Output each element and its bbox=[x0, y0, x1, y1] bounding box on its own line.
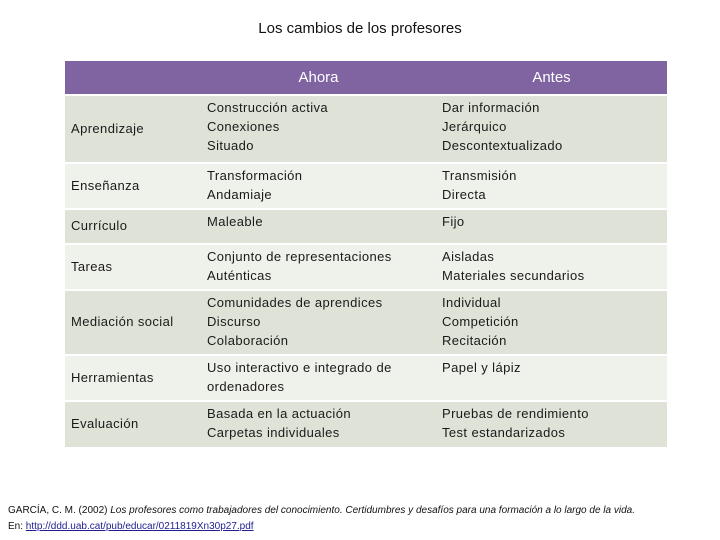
row-label: Tareas bbox=[65, 244, 201, 290]
table-row bbox=[65, 401, 667, 447]
cell-ahora bbox=[201, 244, 436, 290]
cell-line: Pruebas de rendimiento bbox=[442, 406, 589, 421]
comparison-table bbox=[65, 61, 667, 447]
cell-line: Jerárquico bbox=[442, 119, 507, 134]
row-label: Evaluación bbox=[65, 401, 201, 447]
table-row bbox=[65, 95, 667, 163]
cell-line: Conexiones bbox=[207, 119, 280, 134]
row-label: Enseñanza bbox=[65, 163, 201, 209]
cell-antes bbox=[436, 244, 667, 290]
cell-line: Construcción activa bbox=[207, 100, 329, 115]
row-label: Currículo bbox=[65, 209, 201, 244]
cell-antes bbox=[436, 401, 667, 447]
cell-line: Test estandarizados bbox=[442, 425, 566, 440]
cell-line: Colaboración bbox=[207, 333, 289, 348]
cell-ahora bbox=[201, 95, 436, 163]
cell-line: Materiales secundarios bbox=[442, 268, 585, 283]
table-row bbox=[65, 209, 667, 244]
citation-prefix: GARCÍA, C. M. (2002) bbox=[8, 505, 111, 516]
cell-line: Recitación bbox=[442, 333, 507, 348]
cell-antes bbox=[436, 163, 667, 209]
cell-line: Conjunto de representaciones bbox=[207, 249, 392, 264]
citation-en-label: En: bbox=[8, 521, 26, 532]
citation bbox=[8, 503, 714, 535]
cell-line: Situado bbox=[207, 138, 254, 153]
cell-line: Carpetas individuales bbox=[207, 425, 340, 440]
cell-line: Comunidades de aprendices bbox=[207, 295, 383, 310]
cell-line: Descontextualizado bbox=[442, 138, 563, 153]
citation-link[interactable]: http://ddd.uab.cat/pub/educar/0211819Xn30p27.pdf bbox=[25, 521, 254, 532]
cell-line: Transformación bbox=[207, 168, 303, 183]
cell-antes bbox=[436, 95, 667, 163]
row-label: Mediación social bbox=[65, 290, 201, 355]
header-ahora: Ahora bbox=[201, 61, 436, 95]
table-row bbox=[65, 244, 667, 290]
header-empty bbox=[65, 61, 201, 95]
cell-antes bbox=[436, 290, 667, 355]
cell-line: Auténticas bbox=[207, 268, 272, 283]
table-row bbox=[65, 290, 667, 355]
cell-line: Andamiaje bbox=[207, 187, 273, 202]
cell-line: Maleable bbox=[207, 214, 263, 229]
cell-ahora bbox=[201, 401, 436, 447]
page-title: Los cambios de los profesores bbox=[258, 20, 462, 37]
cell-antes bbox=[436, 355, 667, 401]
cell-line: ordenadores bbox=[207, 379, 285, 394]
cell-ahora bbox=[201, 355, 436, 401]
cell-line: Basada en la actuación bbox=[207, 406, 351, 421]
cell-ahora bbox=[201, 209, 436, 244]
cell-line: Individual bbox=[442, 295, 501, 310]
header-antes: Antes bbox=[436, 61, 667, 95]
cell-ahora bbox=[201, 290, 436, 355]
citation-title: Los profesores como trabajadores del conocimiento. Certidumbres y desafíos para una formación a lo largo de la vida. bbox=[110, 505, 635, 516]
cell-line: Papel y lápiz bbox=[442, 360, 521, 375]
cell-line: Discurso bbox=[207, 314, 261, 329]
row-label: Aprendizaje bbox=[65, 95, 201, 163]
cell-line: Uso interactivo e integrado de bbox=[207, 360, 392, 375]
table-header-row bbox=[65, 61, 667, 95]
cell-line: Fijo bbox=[442, 214, 465, 229]
cell-antes bbox=[436, 209, 667, 244]
cell-ahora bbox=[201, 163, 436, 209]
cell-line: Competición bbox=[442, 314, 519, 329]
table-row bbox=[65, 163, 667, 209]
table-row bbox=[65, 355, 667, 401]
cell-line: Aisladas bbox=[442, 249, 495, 264]
cell-line: Transmisión bbox=[442, 168, 517, 183]
cell-line: Dar información bbox=[442, 100, 540, 115]
row-label: Herramientas bbox=[65, 355, 201, 401]
cell-line: Directa bbox=[442, 187, 486, 202]
